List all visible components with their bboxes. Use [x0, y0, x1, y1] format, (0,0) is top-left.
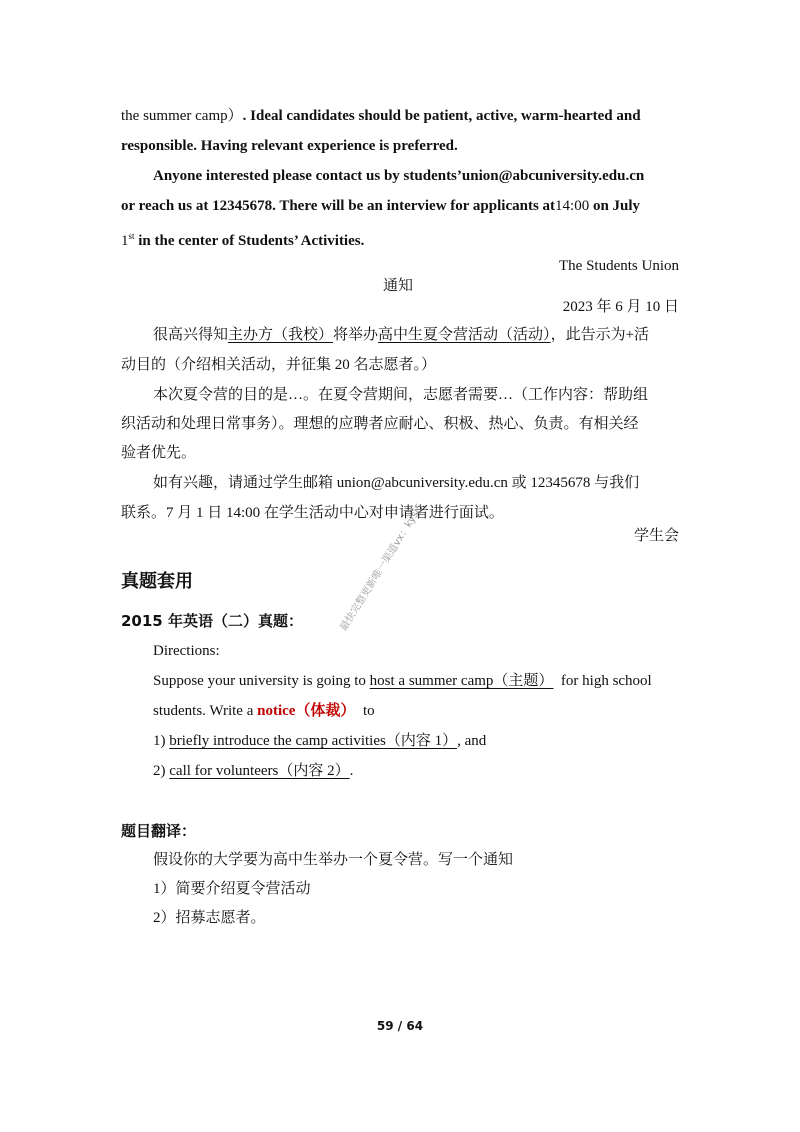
cn-notice-p1-line-1: 很高兴得知主办方（我校）将举办高中生夏令营活动（活动），此告示为+活 — [153, 327, 650, 343]
page-number: 59 / 64 — [376, 1019, 424, 1033]
cn-notice-p3-line-1: 如有兴趣，请通过学生邮箱 union@abcuniversity.edu.cn 或 12345678 与我们 — [153, 475, 640, 491]
translation-line-1: 假设你的大学要为高中生举办一个夏令营。写一个通知 — [153, 852, 514, 868]
directions-line-2: students. Write a notice（体裁） to — [153, 703, 375, 719]
en-notice-line-2: responsible. Having relevant experience is preferred. — [121, 138, 458, 154]
en-notice-signature: The Students Union — [559, 258, 679, 274]
directions-label: Directions: — [153, 643, 220, 659]
translation-title: 题目翻译： — [121, 822, 197, 840]
directions-line-1: Suppose your university is going to host a summer camp（主题） for high school — [153, 673, 652, 689]
translation-line-2: 1）简要介绍夏令营活动 — [153, 881, 311, 897]
translation-line-3: 2）招募志愿者。 — [153, 910, 266, 926]
cn-notice-p2-line-3: 验者优先。 — [121, 445, 197, 461]
section-title: 真题套用 — [121, 571, 193, 592]
en-notice-line-1: the summer camp）. Ideal candidates should be patient, active, warm-hearted and — [121, 108, 641, 124]
cn-notice-p1-line-2: 动目的（介绍相关活动，并征集 20 名志愿者。） — [121, 357, 437, 373]
cn-notice-signature: 学生会 — [633, 528, 679, 544]
exam-heading: 2015 年英语（二）真题： — [121, 612, 303, 630]
directions-line-4: 2) call for volunteers（内容 2）. — [153, 763, 354, 779]
directions-line-3: 1) briefly introduce the camp activities（内容 1）, and — [153, 733, 487, 749]
watermark: 最快完整更新唯一渠道vx：kysj5 — [338, 501, 426, 633]
en-notice-line-3: Anyone interested please contact us by students’union@abcuniversity.edu.cn — [153, 168, 645, 184]
en-notice-line-4: or reach us at 12345678. There will be an interview for applicants at14:00 on July — [121, 198, 641, 214]
cn-notice-title: 通知 — [383, 278, 414, 294]
cn-notice-p3-line-2: 联系。7 月 1 日 14:00 在学生活动中心对申请者进行面试。 — [121, 505, 504, 521]
cn-notice-p2-line-1: 本次夏令营的目的是…。在夏令营期间，志愿者需要…（工作内容：帮助组 — [153, 387, 649, 403]
en-notice-line-5: 1st in the center of Students’ Activities. — [121, 231, 365, 249]
cn-notice-p2-line-2: 织活动和处理日常事务）。理想的应聘者应耐心、积极、热心、负责。有相关经 — [121, 416, 639, 432]
cn-notice-date: 2023 年 6 月 10 日 — [562, 299, 679, 315]
